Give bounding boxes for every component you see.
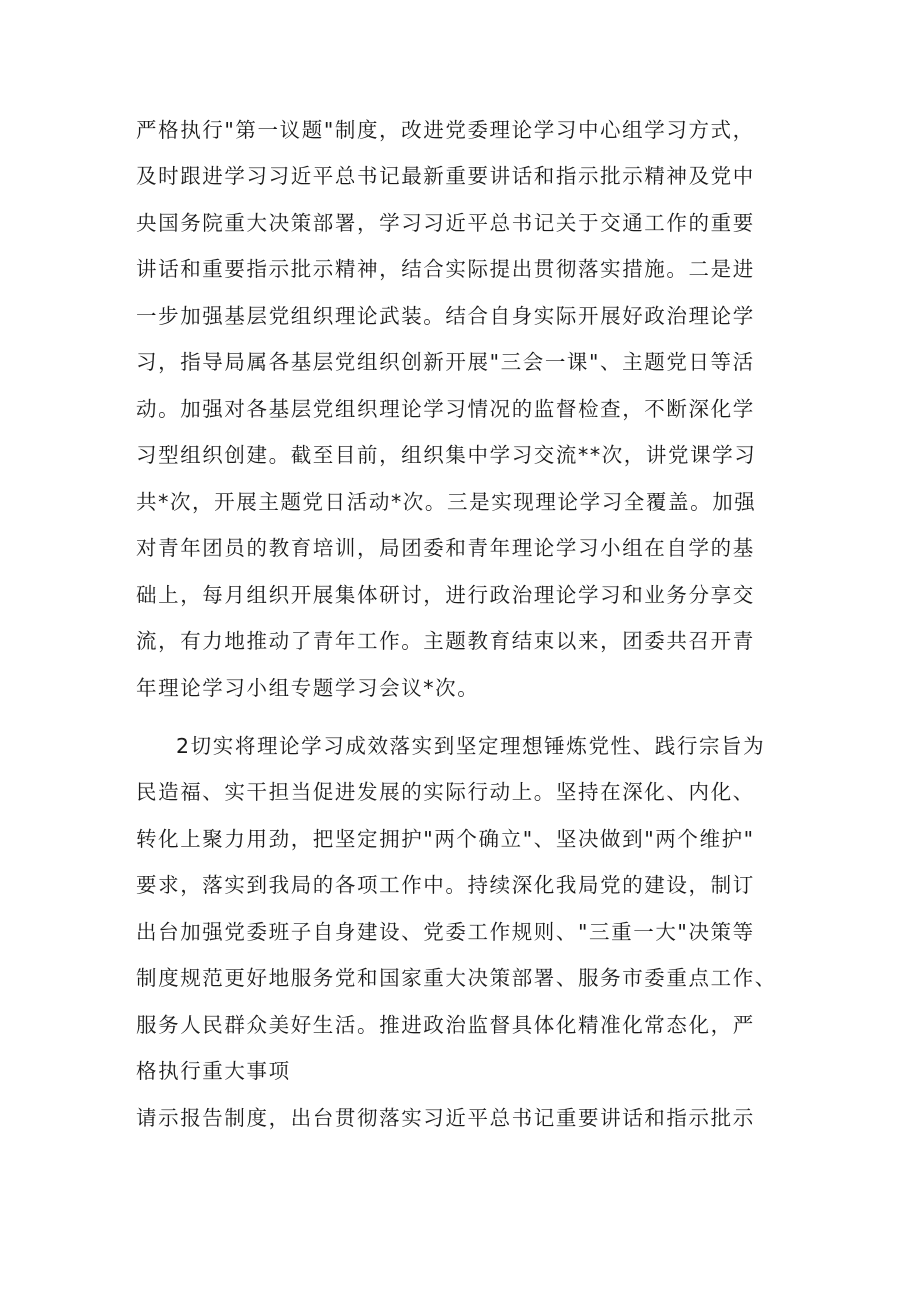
text-line: 严格执行"第一议题"制度，改进党委理论学习中心组学习方式， <box>136 118 755 142</box>
text-line: 讲话和重要指示批示精神，结合实际提出贯彻落实措施。二是进 <box>136 257 755 281</box>
text-line: 动。加强对各基层党组织理论学习情况的监督检查，不断深化学 <box>136 397 755 421</box>
text-line: 出台加强党委班子自身建设、党委工作规则、"三重一大"决策等 <box>136 920 755 944</box>
text-line: 习型组织创建。截至目前，组织集中学习交流**次，讲党课学习 <box>136 443 757 467</box>
text-line: 及时跟进学习习近平总书记最新重要讲话和指示批示精神及党中 <box>136 164 755 188</box>
text-line: 一步加强基层党组织理论武装。结合自身实际开展好政治理论学 <box>136 304 755 328</box>
text-line: 请示报告制度，出台贯彻落实习近平总书记重要讲话和指示批示 <box>136 1106 755 1130</box>
text-line: 要求，落实到我局的各项工作中。持续深化我局党的建设，制订 <box>136 873 755 897</box>
text-line: 础上，每月组织开展集体研讨，进行政治理论学习和业务分享交 <box>136 583 755 607</box>
text-line: 习，指导局属各基层党组织创新开展"三会一课"、主题党日等活 <box>136 350 755 374</box>
text-line: 制度规范更好地服务党和国家重大决策部署、服务市委重点工作、 <box>136 966 777 990</box>
text-line: 转化上聚力用劲，把坚定拥护"两个确立"、坚决做到"两个维护" <box>136 827 755 851</box>
text-line: 年理论学习小组专题学习会议*次。 <box>136 676 480 700</box>
text-line: 流，有力地推动了青年工作。主题教育结束以来，团委共召开青 <box>136 629 755 653</box>
text-line: 格执行重大事项 <box>136 1059 291 1083</box>
text-line: 对青年团员的教育培训，局团委和青年理论学习小组在自学的基 <box>136 536 755 560</box>
text-line: 服务人民群众美好生活。推进政治监督具体化精准化常态化，严 <box>136 1013 755 1037</box>
text-line: 央国务院重大决策部署，学习习近平总书记关于交通工作的重要 <box>136 211 755 235</box>
text-line: 2切实将理论学习成效落实到坚定理想锤炼党性、践行宗旨为 <box>176 734 766 758</box>
text-line: 共*次，开展主题党日活动*次。三是实现理论学习全覆盖。加强 <box>136 490 757 514</box>
text-line: 民造福、实干担当促进发展的实际行动上。坚持在深化、内化、 <box>136 780 755 804</box>
